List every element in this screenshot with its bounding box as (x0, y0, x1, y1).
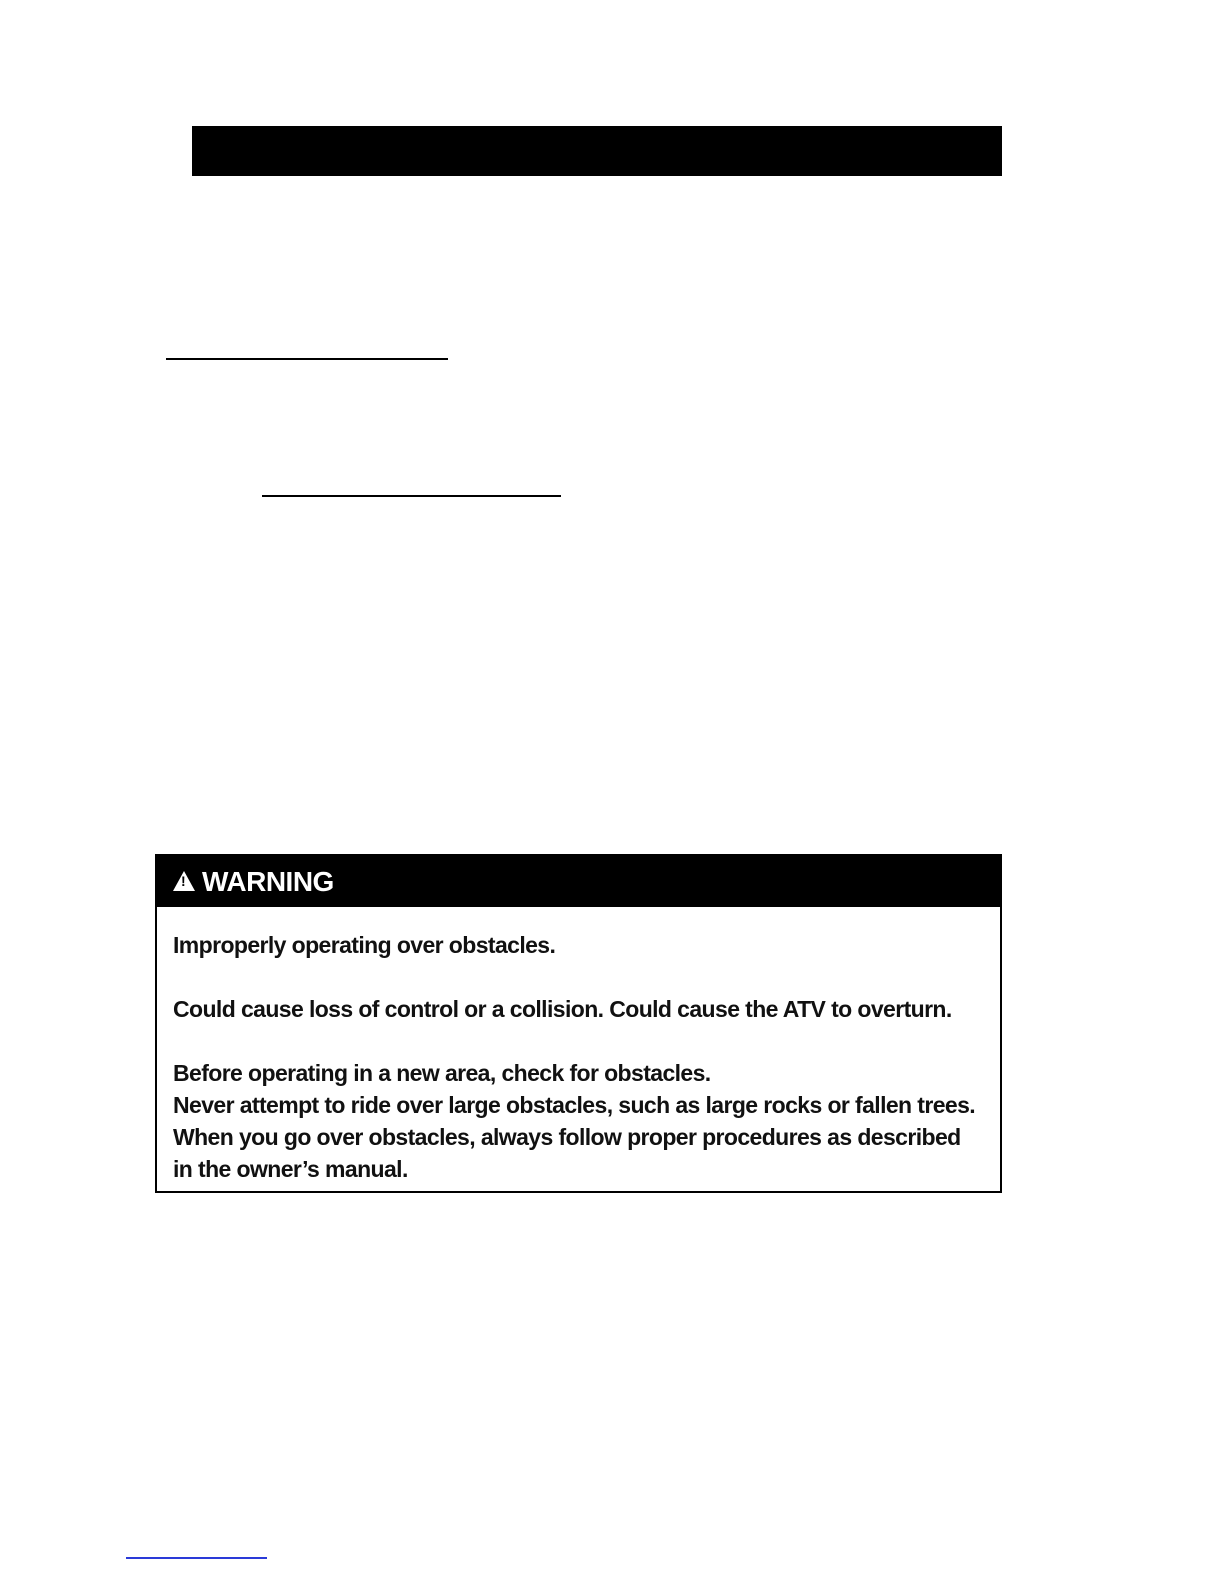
warning-instruction: Never attempt to ride over large obstacles, such as large rocks or fallen trees. (173, 1092, 976, 1118)
warning-hazard: Improperly operating over obstacles. (173, 932, 556, 958)
underline-rule (166, 358, 448, 360)
warning-body (157, 907, 1000, 1185)
warning-triangle-icon (173, 871, 195, 891)
warning-instruction: in the owner’s manual. (173, 1156, 408, 1182)
section-title-bar (192, 126, 1002, 176)
warning-instruction: When you go over obstacles, always follow proper procedures as described (173, 1124, 961, 1150)
warning-box (155, 854, 1002, 1193)
underline-rule (262, 495, 561, 497)
warning-consequence: Could cause loss of control or a collision. Could cause the ATV to overturn. (173, 996, 952, 1022)
warning-instruction: Before operating in a new area, check for obstacles. (173, 1060, 711, 1086)
warning-header (157, 856, 1000, 907)
warning-header-label: WARNING (202, 865, 334, 897)
footer-link-underline[interactable] (126, 1557, 267, 1559)
